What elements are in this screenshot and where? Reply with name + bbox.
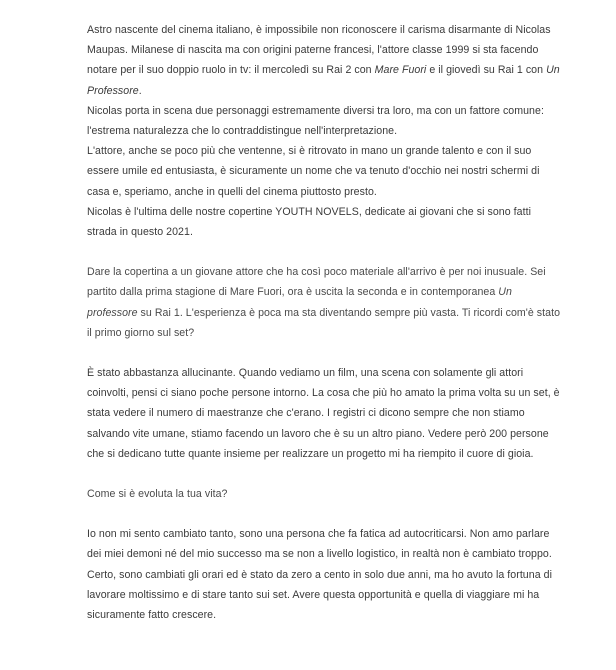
show-title-un-professore-2: Un professore — [87, 286, 512, 319]
intro-paragraph-3: L'attore, anche se poco più che ventenne, si è ritrovato in mano un grande talento e con il suo essere umile ed entusiasta, è sicuramente un nome che va tenuto d'occhio nei nostri schermi di casa e, speriamo, anche in quelli del cinema piuttosto presto. — [87, 145, 540, 198]
intro-text: Astro nascente del cinema italiano, è impossibile non riconoscere il carisma disarmante di Nicolas Maupas. Milanese di nascita ma con origini paterne francesi, l'attore classe 1999 si sta facendo notare per il suo doppio ruolo in tv: il mercoledì su Rai 2 con — [87, 24, 551, 77]
article-body — [87, 20, 562, 625]
question-text: Dare la copertina a un giovane attore che ha così poco materiale all'arrivo è per noi inusuale. Sei partito dalla prima stagione di Mare Fuori, ora è uscita la seconda e in contemporanea — [87, 266, 546, 299]
intro-paragraph-4: Nicolas è l'ultima delle nostre copertine YOUTH NOVELS, dedicate ai giovani che si sono fatti strada in questo 2021. — [87, 205, 531, 239]
intro-text-end: . — [138, 84, 142, 97]
interview-question-2: Come si è evoluta la tua vita? — [87, 488, 228, 501]
interview-answer-2: Io non mi sento cambiato tanto, sono una persona che fa fatica ad autocriticarsi. Non amo parlare dei miei demoni né del mio successo ma se non a livello logistico, in realtà non è cambiato troppo. Certo, sono cambiati gli orari ed è stato da zero a cento in solo due anni, ma ho avuto la fortuna di lavorare moltissimo e di stare tanto sui set. Avere questa opportunità e quella di viaggiare mi ha sicuramente fatto crescere. — [87, 528, 552, 622]
show-title-un-professore: Un Professore — [87, 64, 560, 97]
interview-answer-1: È stato abbastanza allucinante. Quando vediamo un film, una scena con solamente gli attori coinvolti, pensi ci siano poche persone intorno. La cosa che più ho amato la prima volta su un set, è stata vedere il numero di maestranze che c'erano. I registri ci dicono sempre che non stiamo salvando vite umane, stiamo facendo un lavoro che è su un altro piano. Vedere però 200 persone che si dedicano tutte quante insieme per realizzare un progetto mi ha riempito il cuore di gioia. — [87, 367, 560, 460]
intro-paragraph — [87, 20, 562, 101]
question-text-cont: su Rai 1. L'esperienza è poca ma sta diventando sempre più vasta. Ti ricordi com'è stato il primo giorno sul set? — [87, 306, 561, 339]
intro-paragraph-2: Nicolas porta in scena due personaggi estremamente diversi tra loro, ma con un fattore comune: l'estrema naturalezza che lo contraddistingue nell'interpretazione. — [87, 104, 544, 138]
intro-text-cont: e il giovedì su Rai 1 con — [426, 64, 547, 77]
interview-question-1 — [87, 262, 562, 343]
show-title-mare-fuori: Mare Fuori — [374, 64, 427, 77]
